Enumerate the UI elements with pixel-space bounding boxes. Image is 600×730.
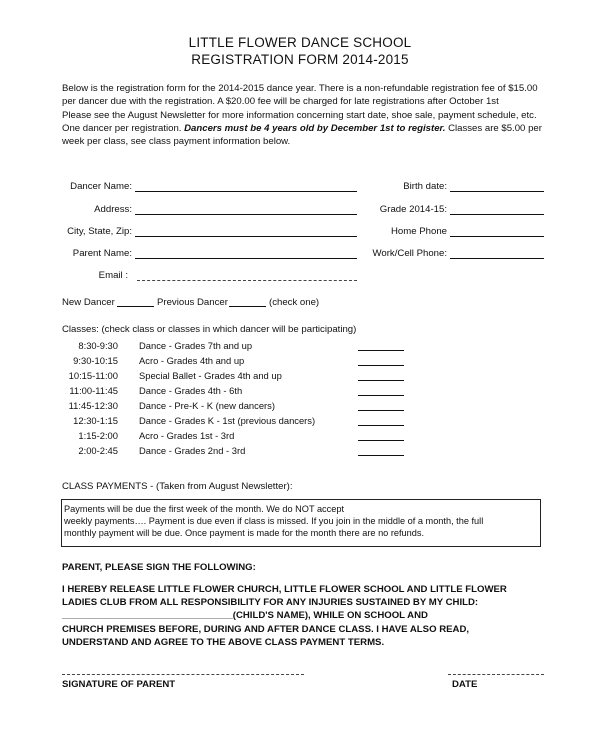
form-title-line1: LITTLE FLOWER DANCE SCHOOL bbox=[188, 35, 412, 50]
home-phone-label: Home Phone bbox=[391, 226, 447, 237]
class-time: 8:30-9:30 bbox=[78, 340, 118, 351]
class-checkbox[interactable] bbox=[358, 365, 404, 366]
email-field[interactable] bbox=[137, 280, 357, 281]
class-time: 12:30-1:15 bbox=[73, 415, 118, 426]
birth-date-field[interactable] bbox=[450, 191, 544, 192]
release-line bbox=[62, 609, 542, 622]
class-name: Dance - Grades K - 1st (previous dancers) bbox=[139, 415, 316, 426]
class-time: 11:45-12:30 bbox=[68, 400, 118, 411]
class-payments-heading: CLASS PAYMENTS - (Taken from August Newsletter): bbox=[62, 481, 293, 492]
intro-text: One dancer per registration. bbox=[62, 122, 185, 134]
release-line: UNDERSTAND AND AGREE TO THE ABOVE CLASS PAYMENT TERMS. bbox=[62, 636, 385, 648]
class-checkbox[interactable] bbox=[358, 395, 404, 396]
address-label: Address: bbox=[94, 204, 132, 215]
release-line: LADIES CLUB FROM ALL RESPONSIBILITY FOR ANY INJURIES SUSTAINED BY MY CHILD: bbox=[62, 597, 479, 609]
class-time: 10:15-11:00 bbox=[68, 370, 118, 381]
intro-paragraph bbox=[62, 82, 552, 148]
class-checkbox[interactable] bbox=[358, 440, 404, 441]
date-field[interactable] bbox=[448, 674, 544, 675]
class-name: Special Ballet - Grades 4th and up bbox=[139, 370, 282, 381]
grade-label: Grade 2014-15: bbox=[379, 204, 447, 215]
intro-text: Classes are $5.00 per bbox=[445, 122, 542, 134]
class-checkbox[interactable] bbox=[358, 380, 404, 381]
home-phone-field[interactable] bbox=[450, 236, 544, 237]
parent-name-label: Parent Name: bbox=[72, 248, 132, 259]
class-name: Acro - Grades 1st - 3rd bbox=[139, 430, 235, 441]
previous-dancer-checkbox[interactable] bbox=[229, 306, 266, 307]
intro-line: week per class, see class payment information below. bbox=[62, 136, 291, 148]
child-name-blank[interactable]: ________________________________ bbox=[62, 610, 233, 622]
dancer-name-label: Dancer Name: bbox=[70, 181, 132, 192]
class-name: Acro - Grades 4th and up bbox=[139, 355, 245, 366]
class-name: Dance - Pre-K - K (new dancers) bbox=[139, 400, 275, 411]
class-time: 1:15-2:00 bbox=[78, 430, 118, 441]
child-name-text: (CHILD'S NAME), WHILE ON SCHOOL AND bbox=[232, 610, 428, 622]
parent-name-field[interactable] bbox=[135, 258, 357, 259]
class-payments-box bbox=[61, 499, 541, 547]
signature-of-parent-label: SIGNATURE OF PARENT bbox=[62, 679, 176, 690]
class-name: Dance - Grades 2nd - 3rd bbox=[139, 445, 246, 456]
grade-field[interactable] bbox=[450, 214, 544, 215]
intro-line bbox=[62, 122, 552, 135]
work-cell-phone-label: Work/Cell Phone: bbox=[372, 248, 447, 259]
city-state-zip-label: City, State, Zip: bbox=[67, 226, 132, 237]
payment-line: weekly payments…. Payment is due even if class is missed. If you join in the middle of a month, the full bbox=[64, 516, 484, 527]
date-label: DATE bbox=[452, 679, 478, 690]
intro-line: Below is the registration form for the 2014-2015 dance year. There is a non-refundable registration fee of $15.00 bbox=[62, 83, 538, 94]
class-name: Dance - Grades 7th and up bbox=[139, 340, 253, 351]
release-statement bbox=[62, 583, 542, 649]
city-state-zip-field[interactable] bbox=[135, 236, 357, 237]
intro-line: Please see the August Newsletter for more information concerning start date, shoe sale, payment schedule, etc. bbox=[62, 109, 537, 121]
class-time: 2:00-2:45 bbox=[78, 445, 118, 456]
class-checkbox[interactable] bbox=[358, 455, 404, 456]
new-dancer-checkbox[interactable] bbox=[117, 306, 154, 307]
release-line: I HEREBY RELEASE LITTLE FLOWER CHURCH, LITTLE FLOWER SCHOOL AND LITTLE FLOWER bbox=[62, 584, 507, 595]
class-checkbox[interactable] bbox=[358, 350, 404, 351]
check-one-note: (check one) bbox=[269, 297, 320, 308]
classes-heading: Classes: (check class or classes in which dancer will be participating) bbox=[62, 324, 357, 335]
form-title-line2: REGISTRATION FORM 2014-2015 bbox=[191, 52, 409, 67]
dancer-name-field[interactable] bbox=[135, 191, 357, 192]
release-line: CHURCH PREMISES BEFORE, DURING AND AFTER DANCE CLASS. I HAVE ALSO READ, bbox=[62, 623, 470, 635]
class-checkbox[interactable] bbox=[358, 425, 404, 426]
intro-line: per dancer due with the registration. A $20.00 fee will be charged for late registrations after October 1st bbox=[62, 96, 499, 108]
payment-line: monthly payment will be due. Once payment is made for the month there are no refunds. bbox=[64, 528, 425, 539]
class-checkbox[interactable] bbox=[358, 410, 404, 411]
parent-signature-field[interactable] bbox=[62, 674, 304, 675]
email-label: Email : bbox=[98, 270, 128, 281]
payment-line: Payments will be due the first week of the month. We do NOT accept bbox=[64, 504, 345, 514]
birth-date-label: Birth date: bbox=[403, 181, 447, 192]
class-name: Dance - Grades 4th - 6th bbox=[139, 385, 243, 396]
class-time: 11:00-11:45 bbox=[69, 385, 118, 396]
new-dancer-label: New Dancer bbox=[62, 297, 115, 308]
previous-dancer-label: Previous Dancer bbox=[157, 297, 228, 308]
age-requirement: Dancers must be 4 years old by December 1st to register. bbox=[184, 122, 446, 134]
release-heading: PARENT, PLEASE SIGN THE FOLLOWING: bbox=[62, 562, 256, 573]
address-field[interactable] bbox=[135, 214, 357, 215]
class-time: 9:30-10:15 bbox=[73, 355, 118, 366]
work-cell-phone-field[interactable] bbox=[450, 258, 544, 259]
